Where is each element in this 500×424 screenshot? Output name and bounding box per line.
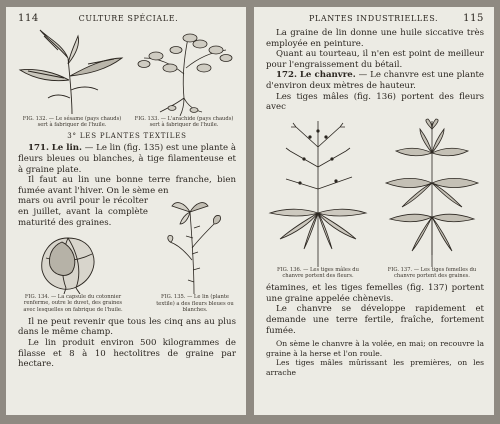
paragraph-stamens: étamines, et les tiges femelles (fig. 137) portent une graine appelée chènevis.	[266, 283, 484, 304]
paragraph-return: Il ne peut revenir que tous les cinq ans au plus dans le même champ.	[18, 316, 236, 338]
left-page	[6, 7, 246, 415]
left-header	[18, 13, 236, 24]
figure-136-caption: FIG. 136. — Les tiges mâles du chanvre portent des fleurs.	[277, 266, 359, 279]
paragraph-male-stems: Les tiges mâles (fig. 136) portent des fleurs avec	[266, 91, 484, 113]
paragraph-171-text: — Le lin (fig. 135) est une plante à fleurs bleues ou blanches, à tige filamenteuse et à graine plate.	[18, 143, 236, 175]
section-title: 3° LES PLANTES TEXTILES	[67, 132, 187, 141]
right-running-head: PLANTES INDUSTRIELLES.	[308, 14, 439, 23]
figure-135-caption: FIG. 135. — Le lin (plante textile) a des fleurs bleues ou blanches.	[156, 294, 234, 313]
hemp-male-illustration	[266, 117, 370, 267]
peanut-illustration	[132, 28, 236, 116]
left-running-head: CULTURE SPÉCIALE.	[78, 14, 179, 23]
paragraph-sowing-hemp: On sème le chanvre à la volée, en mai; on recouvre la graine à la herse et l'on roule.	[266, 339, 484, 358]
figures-132-133	[18, 28, 236, 128]
figures-136-137	[266, 117, 484, 279]
figure-134-caption: FIG. 134. — La capsule du cotonnier renferme, outre le duvet, des graines avec lesquelles on fabrique de l'huile.	[23, 294, 123, 313]
right-page-number: 115	[463, 13, 484, 24]
right-header	[266, 13, 484, 24]
flax-illustration	[154, 198, 236, 294]
paragraph-171-heading: Le lin.	[51, 143, 82, 154]
cotton-boll-illustration	[32, 232, 104, 294]
paragraph-harvest: Les tiges mâles mûrissant les premières, on les arrache	[266, 358, 484, 377]
sesame-illustration	[18, 28, 126, 116]
figure-134	[18, 232, 128, 313]
paragraph-sowing-b: mars ou avril pour le récolter en juillet, avant la complète maturité des graines.	[18, 196, 148, 228]
paragraph-sowing-a: Il faut au lin une bonne terre franche, bien fumée avant l'hiver. On le sème en	[18, 175, 236, 196]
paragraph-soil: Le chanvre se développe rapidement et demande une terre fertile, fraîche, fortement fumée.	[266, 304, 484, 336]
right-page	[254, 7, 494, 415]
figure-135	[154, 198, 236, 313]
figure-133-caption: FIG. 133. — L'arachide (pays chauds) sert à fabriquer de l'huile.	[134, 116, 234, 129]
paragraph-171	[18, 143, 236, 175]
figure-137	[380, 117, 484, 279]
paragraph-172-heading: Le chanvre.	[299, 70, 356, 81]
figure-132	[18, 28, 126, 128]
figure-133	[132, 28, 236, 128]
paragraph-yield: Le lin produit environ 500 kilogrammes de filasse et 8 à 10 hectolitres de graine par hectare.	[18, 337, 236, 370]
figure-137-caption: FIG. 137. — Les tiges femelles du chanvre portent des graines.	[387, 266, 477, 279]
paragraph-cake: Quant au tourteau, il n'en est point de meilleur pour l'engraissement du bétail.	[266, 49, 484, 70]
paragraph-oil: La graine de lin donne une huile siccative très employée en peinture.	[266, 28, 484, 49]
paragraph-172	[266, 70, 484, 91]
figure-132-caption: FIG. 132. — Le sésame (pays chauds) sert à fabriquer de l'huile.	[22, 116, 122, 129]
left-page-number: 114	[18, 13, 39, 24]
paragraph-172-text: — Le chanvre est une plante d'environ deux mètres de hauteur.	[266, 70, 485, 91]
hemp-female-illustration	[380, 117, 484, 267]
paragraph-171-number: 171.	[28, 143, 49, 154]
paragraph-172-number: 172.	[276, 70, 297, 81]
figure-136	[266, 117, 370, 279]
